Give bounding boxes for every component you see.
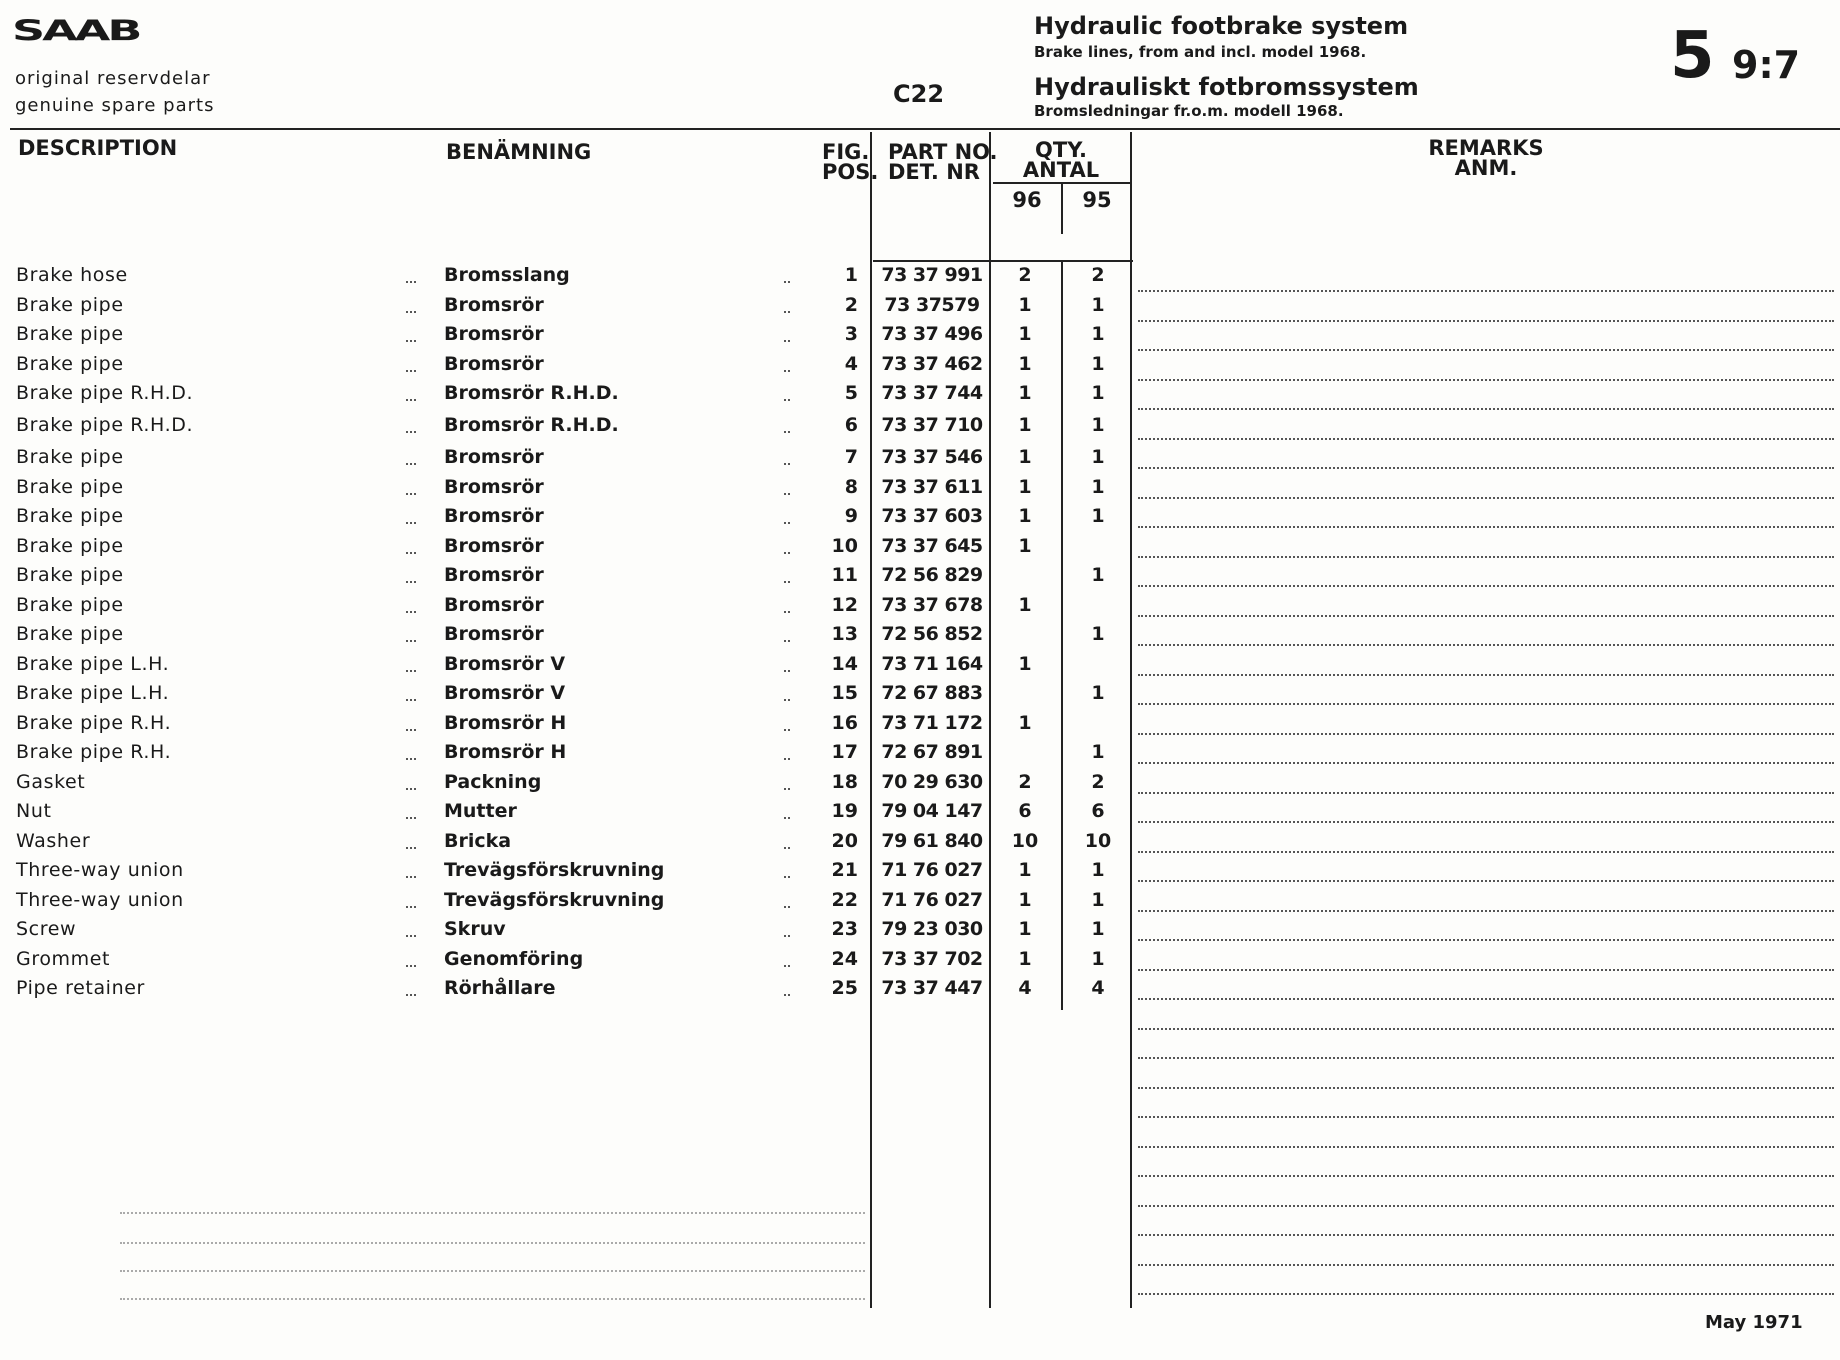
row-fig-pos: 6 (844, 414, 858, 436)
row-benamning: Bromsrör (444, 293, 544, 316)
row-qty-96: 1 (1018, 711, 1032, 734)
row-qty-95: 6 (1091, 800, 1105, 822)
remarks-line (1138, 1146, 1834, 1148)
leader-dots (406, 640, 416, 642)
row-benamning: Packning (444, 770, 542, 793)
row-qty-95: 1 (1091, 623, 1105, 645)
remarks-line (1138, 880, 1834, 882)
table-row (0, 351, 1840, 379)
leader-dots (406, 729, 416, 731)
row-qty-95: 1 (1091, 352, 1105, 375)
row-description: Pipe retainer (16, 977, 145, 999)
row-qty-96: 1 (1018, 888, 1032, 911)
row-fig-pos: 15 (831, 682, 858, 704)
row-qty-95: 1 (1091, 859, 1105, 881)
leader-dots (406, 522, 416, 524)
col-header-fig: FIG. (822, 140, 870, 164)
leader-dots (784, 611, 790, 613)
blank-entry-line (120, 1298, 865, 1300)
leader-dots (406, 311, 416, 313)
leader-dots (406, 463, 416, 465)
row-description: Brake hose (16, 264, 128, 286)
row-qty-95: 1 (1091, 475, 1105, 498)
remarks-line (1138, 1116, 1834, 1118)
row-description: Three-way union (16, 859, 184, 881)
row-description: Brake pipe L.H. (16, 682, 170, 704)
row-part-number: 71 76 027 (881, 888, 983, 911)
row-description: Brake pipe (16, 293, 124, 316)
row-part-number: 72 67 891 (881, 741, 983, 763)
row-description: Nut (16, 800, 52, 822)
row-benamning: Mutter (444, 800, 517, 822)
tagline-english: genuine spare parts (15, 95, 215, 116)
remarks-line (1138, 379, 1834, 381)
row-fig-pos: 24 (831, 947, 858, 970)
row-part-number: 73 37 546 (881, 446, 983, 468)
row-part-number: 73 37579 (884, 293, 980, 316)
title-swedish: Hydrauliskt fotbromssystem (1034, 73, 1419, 101)
row-qty-96: 1 (1018, 382, 1032, 404)
remarks-line (1138, 1057, 1834, 1059)
leader-dots (784, 699, 790, 701)
row-benamning: Rörhållare (444, 977, 556, 999)
remarks-line (1138, 939, 1834, 941)
row-fig-pos: 23 (831, 918, 858, 940)
leader-dots (406, 370, 416, 372)
leader-dots (406, 876, 416, 878)
leader-dots (406, 994, 416, 996)
table-row (0, 262, 1840, 290)
col-header-antal: ANTAL (1022, 158, 1100, 182)
leader-dots (784, 847, 790, 849)
subtitle-english: Brake lines, from and incl. model 1968. (1034, 43, 1367, 61)
row-part-number: 70 29 630 (881, 770, 983, 793)
row-benamning: Bromsrör (444, 323, 544, 345)
remarks-line (1138, 1234, 1834, 1236)
row-description: Brake pipe R.H. (16, 711, 172, 734)
leader-dots (784, 522, 790, 524)
col-header-model-96: 96 (1012, 188, 1042, 212)
row-part-number: 73 37 496 (881, 323, 983, 345)
row-qty-95: 1 (1091, 888, 1105, 911)
col-header-qty: QTY. (1035, 138, 1087, 162)
row-part-number: 73 71 172 (881, 711, 983, 734)
remarks-line (1138, 585, 1834, 587)
row-part-number: 72 67 883 (881, 682, 983, 704)
row-description: Washer (16, 829, 91, 852)
remarks-line (1138, 1175, 1834, 1177)
row-description: Brake pipe R.H. (16, 741, 172, 763)
row-description: Brake pipe (16, 534, 124, 557)
row-part-number: 73 37 611 (881, 475, 983, 498)
row-description: Brake pipe (16, 623, 124, 645)
row-description: Brake pipe R.H.D. (16, 414, 194, 436)
row-fig-pos: 7 (844, 446, 858, 468)
row-part-number: 73 37 447 (881, 977, 983, 999)
table-row (0, 380, 1840, 408)
title-english: Hydraulic footbrake system (1034, 12, 1409, 40)
remarks-line (1138, 1205, 1834, 1207)
row-fig-pos: 21 (831, 859, 858, 881)
remarks-line (1138, 526, 1834, 528)
leader-dots (406, 847, 416, 849)
leader-dots (784, 935, 790, 937)
leader-dots (406, 493, 416, 495)
leader-dots (784, 817, 790, 819)
row-fig-pos: 4 (844, 352, 858, 375)
row-benamning: Bromsrör H (444, 741, 567, 763)
col-header-benamning: BENÄMNING (446, 140, 592, 164)
row-qty-96: 1 (1018, 593, 1032, 616)
remarks-line (1138, 467, 1834, 469)
row-fig-pos: 20 (831, 829, 858, 852)
leader-dots (784, 399, 790, 401)
leader-dots (406, 611, 416, 613)
row-qty-95: 2 (1091, 264, 1105, 286)
col-header-anm: ANM. (1454, 156, 1518, 180)
remarks-line (1138, 1264, 1834, 1266)
row-description: Brake pipe (16, 475, 124, 498)
leader-dots (784, 581, 790, 583)
row-benamning: Genomföring (444, 947, 584, 970)
row-fig-pos: 12 (831, 593, 858, 616)
row-part-number: 79 23 030 (881, 918, 983, 940)
row-benamning: Bromsrör V (444, 652, 566, 675)
subtitle-swedish: Bromsledningar fr.o.m. modell 1968. (1034, 102, 1344, 120)
row-qty-95: 1 (1091, 446, 1105, 468)
leader-dots (406, 552, 416, 554)
blank-entry-line (120, 1242, 865, 1244)
col-header-pos: POS. (822, 160, 879, 184)
leader-dots (784, 370, 790, 372)
row-description: Brake pipe (16, 593, 124, 616)
row-qty-95: 1 (1091, 414, 1105, 436)
leader-dots (406, 399, 416, 401)
row-benamning: Trevägsförskruvning (444, 859, 665, 881)
row-fig-pos: 25 (831, 977, 858, 999)
row-fig-pos: 3 (844, 323, 858, 345)
tagline-swedish: original reservdelar (15, 68, 211, 89)
row-description: Gasket (16, 770, 86, 793)
row-benamning: Bromsrör H (444, 711, 567, 734)
row-qty-95: 1 (1091, 741, 1105, 763)
remarks-line (1138, 762, 1834, 764)
row-qty-95: 1 (1091, 382, 1105, 404)
row-description: Brake pipe L.H. (16, 652, 170, 675)
table-row (0, 412, 1840, 440)
row-benamning: Bromsrör (444, 534, 544, 557)
row-description: Brake pipe (16, 564, 124, 586)
remarks-line (1138, 408, 1834, 410)
col-header-model-95: 95 (1082, 188, 1112, 212)
row-part-number: 72 56 852 (881, 623, 983, 645)
row-part-number: 73 37 678 (881, 593, 983, 616)
row-benamning: Bromsrör (444, 593, 544, 616)
row-benamning: Bricka (444, 829, 512, 852)
remarks-line (1138, 703, 1834, 705)
row-fig-pos: 1 (844, 264, 858, 286)
row-qty-95: 1 (1091, 947, 1105, 970)
leader-dots (784, 876, 790, 878)
leader-dots (406, 699, 416, 701)
remarks-line (1138, 438, 1834, 440)
leader-dots (784, 431, 790, 433)
leader-dots (784, 965, 790, 967)
leader-dots (784, 670, 790, 672)
row-benamning: Bromsrör (444, 505, 544, 527)
row-qty-96: 1 (1018, 505, 1032, 527)
row-description: Brake pipe (16, 352, 124, 375)
remarks-line (1138, 1028, 1834, 1030)
row-qty-96: 1 (1018, 352, 1032, 375)
row-qty-96: 1 (1018, 414, 1032, 436)
remarks-line (1138, 1293, 1834, 1295)
leader-dots (406, 906, 416, 908)
row-qty-96: 6 (1018, 800, 1032, 822)
leader-dots (784, 758, 790, 760)
leader-dots (406, 817, 416, 819)
remarks-line (1138, 910, 1834, 912)
row-qty-96: 10 (1011, 829, 1039, 852)
col-header-det-nr: DET. NR (888, 160, 980, 184)
row-qty-96: 1 (1018, 475, 1032, 498)
row-qty-96: 1 (1018, 947, 1032, 970)
row-benamning: Trevägsförskruvning (444, 888, 665, 911)
row-qty-95: 1 (1091, 564, 1105, 586)
leader-dots (784, 994, 790, 996)
leader-dots (406, 935, 416, 937)
leader-dots (406, 431, 416, 433)
remarks-line (1138, 320, 1834, 322)
page-number: 9:7 (1732, 43, 1801, 87)
row-qty-96: 4 (1018, 977, 1032, 999)
row-part-number: 73 37 991 (881, 264, 983, 286)
row-benamning: Bromsrör (444, 475, 544, 498)
header-rule (10, 128, 1840, 130)
row-qty-95: 10 (1084, 829, 1112, 852)
remarks-line (1138, 290, 1834, 292)
row-part-number: 73 37 744 (881, 382, 983, 404)
leader-dots (784, 463, 790, 465)
row-qty-95: 1 (1091, 323, 1105, 345)
row-description: Brake pipe (16, 505, 124, 527)
leader-dots (406, 670, 416, 672)
remarks-line (1138, 1087, 1834, 1089)
row-fig-pos: 2 (844, 293, 858, 316)
remarks-line (1138, 998, 1834, 1000)
table-row (0, 321, 1840, 349)
row-fig-pos: 5 (844, 382, 858, 404)
row-part-number: 73 71 164 (881, 652, 983, 675)
row-qty-95: 2 (1091, 770, 1105, 793)
row-qty-96: 1 (1018, 918, 1032, 940)
row-qty-96: 2 (1018, 770, 1032, 793)
remarks-line (1138, 644, 1834, 646)
row-part-number: 73 37 603 (881, 505, 983, 527)
leader-dots (784, 729, 790, 731)
row-part-number: 79 04 147 (881, 800, 983, 822)
row-benamning: Bromsrör V (444, 682, 566, 704)
leader-dots (406, 340, 416, 342)
row-qty-95: 1 (1091, 918, 1105, 940)
row-part-number: 79 61 840 (881, 829, 983, 852)
row-part-number: 71 76 027 (881, 859, 983, 881)
row-part-number: 73 37 645 (881, 534, 983, 557)
row-fig-pos: 11 (831, 564, 858, 586)
row-description: Grommet (16, 947, 111, 970)
leader-dots (784, 493, 790, 495)
row-part-number: 72 56 829 (881, 564, 983, 586)
remarks-line (1138, 497, 1834, 499)
remarks-line (1138, 674, 1834, 676)
group-code: C22 (893, 80, 945, 108)
leader-dots (784, 340, 790, 342)
remarks-line (1138, 615, 1834, 617)
row-benamning: Bromsrör (444, 352, 544, 375)
remarks-line (1138, 851, 1834, 853)
row-fig-pos: 16 (831, 711, 858, 734)
row-benamning: Bromsrör (444, 623, 544, 645)
remarks-line (1138, 792, 1834, 794)
row-description: Brake pipe (16, 446, 124, 468)
row-fig-pos: 8 (844, 475, 858, 498)
row-qty-96: 2 (1018, 264, 1032, 286)
remarks-line (1138, 733, 1834, 735)
leader-dots (784, 311, 790, 313)
leader-dots (784, 281, 790, 283)
footer-date: May 1971 (1705, 1312, 1803, 1333)
leader-dots (406, 581, 416, 583)
row-fig-pos: 14 (831, 652, 858, 675)
remarks-line (1138, 821, 1834, 823)
remarks-line (1138, 556, 1834, 558)
col-header-part-no: PART NO. (888, 140, 998, 164)
col-header-remarks: REMARKS (1428, 136, 1544, 160)
leader-dots (406, 281, 416, 283)
row-qty-95: 1 (1091, 682, 1105, 704)
blank-entry-line (120, 1270, 865, 1272)
leader-dots (784, 906, 790, 908)
row-qty-96: 1 (1018, 293, 1032, 316)
row-fig-pos: 10 (831, 534, 858, 557)
row-qty-96: 1 (1018, 323, 1032, 345)
row-benamning: Bromsrör (444, 564, 544, 586)
row-part-number: 73 37 710 (881, 414, 983, 436)
col-header-description: DESCRIPTION (18, 136, 178, 160)
row-fig-pos: 13 (831, 623, 858, 645)
blank-entry-line (120, 1212, 865, 1214)
remarks-line (1138, 969, 1834, 971)
row-part-number: 73 37 462 (881, 352, 983, 375)
row-description: Brake pipe R.H.D. (16, 382, 194, 404)
row-fig-pos: 17 (831, 741, 858, 763)
row-benamning: Bromsrör (444, 446, 544, 468)
row-fig-pos: 22 (831, 888, 858, 911)
row-fig-pos: 19 (831, 800, 858, 822)
row-fig-pos: 18 (831, 770, 858, 793)
row-benamning: Bromsrör R.H.D. (444, 382, 619, 404)
leader-dots (784, 552, 790, 554)
row-fig-pos: 9 (844, 505, 858, 527)
row-qty-95: 1 (1091, 505, 1105, 527)
table-row (0, 292, 1840, 320)
row-benamning: Bromsrör R.H.D. (444, 414, 619, 436)
leader-dots (784, 640, 790, 642)
remarks-line (1138, 349, 1834, 351)
leader-dots (784, 788, 790, 790)
row-benamning: Bromsslang (444, 264, 570, 286)
leader-dots (406, 758, 416, 760)
row-description: Three-way union (16, 888, 184, 911)
leader-dots (406, 788, 416, 790)
row-qty-96: 1 (1018, 652, 1032, 675)
saab-logo: SAAB (12, 14, 140, 48)
row-part-number: 73 37 702 (881, 947, 983, 970)
leader-dots (406, 965, 416, 967)
row-qty-96: 1 (1018, 534, 1032, 557)
section-number: 5 (1670, 19, 1715, 93)
row-qty-95: 1 (1091, 293, 1105, 316)
row-qty-96: 1 (1018, 446, 1032, 468)
row-benamning: Skruv (444, 918, 506, 940)
row-description: Screw (16, 918, 77, 940)
row-description: Brake pipe (16, 323, 124, 345)
row-qty-96: 1 (1018, 859, 1032, 881)
row-qty-95: 4 (1091, 977, 1105, 999)
